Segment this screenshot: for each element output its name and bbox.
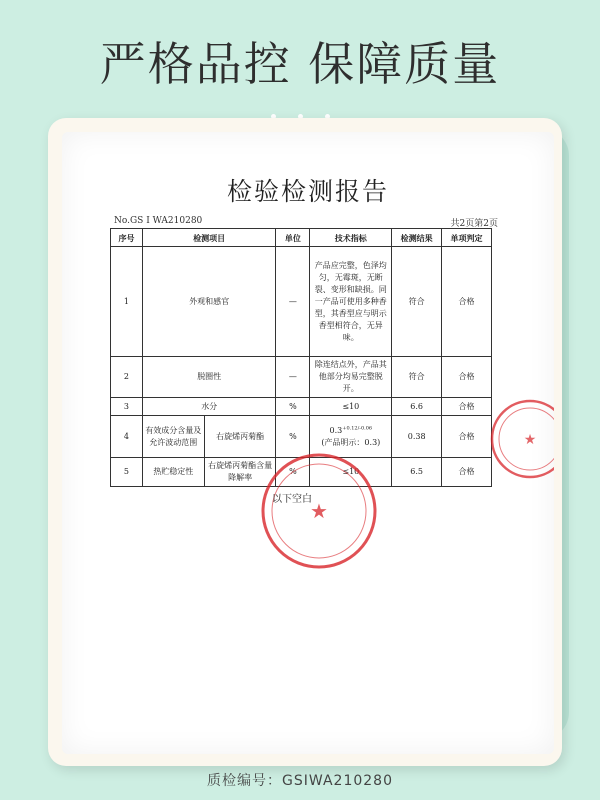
row-requirement: 除连结点外，产品其他部分均易完整脱开。: [310, 357, 392, 398]
table-row: [111, 398, 492, 416]
row-sub-item: 右旋烯丙菊酯含量降解率: [204, 458, 276, 487]
row-item: 脱圈性: [142, 357, 276, 398]
row-verdict: 合格: [442, 458, 492, 487]
row-requirement: ≤10: [310, 398, 392, 416]
row-unit: —: [276, 247, 310, 357]
req-value: 0.3: [329, 425, 343, 435]
row-result: 符合: [392, 357, 442, 398]
report-page-count: 共2页第2页: [450, 219, 498, 229]
row-no: 4: [111, 416, 143, 458]
row-result: 符合: [392, 247, 442, 357]
row-sub-item: 右旋烯丙菊酯: [204, 416, 276, 458]
row-item: 水分: [142, 398, 276, 416]
header-item: 检测项目: [142, 229, 276, 247]
row-result: 0.38: [392, 416, 442, 458]
header-no: 序号: [111, 229, 143, 247]
page-headline: 严格品控 保障质量: [99, 37, 501, 91]
req-tolerance: +0.12/-0.06: [342, 424, 373, 431]
row-verdict: 合格: [442, 357, 492, 398]
report-number: No.GS I WA210280: [114, 216, 203, 226]
row-requirement: 产品应完整，色泽均匀，无霉斑，无断裂、变形和缺损。同一产品可使用多种香型，其香型应与明示香型相符合，无异味。: [310, 247, 392, 357]
row-unit: %: [276, 416, 310, 458]
row-no: 1: [111, 247, 143, 357]
header-result: 检测结果: [392, 229, 442, 247]
row-unit: %: [276, 398, 310, 416]
req-note: (产品明示：0.3): [321, 437, 381, 447]
seal-stamp-main: [258, 450, 380, 572]
row-result: 6.5: [392, 458, 442, 487]
row-no: 5: [111, 458, 143, 487]
req-tol-up: +0.12: [342, 424, 358, 431]
row-unit: %: [276, 458, 310, 487]
row-item: 有效成分含量及允许波动范围: [142, 416, 204, 458]
header-unit: 单位: [276, 229, 310, 247]
req-tol-down: -0.06: [359, 424, 373, 431]
table-row: [111, 357, 492, 398]
table-row: [111, 247, 492, 357]
report-table: [110, 228, 492, 487]
inspection-number: 质检编号：GSIWA210280: [207, 773, 393, 789]
header-verdict: 单项判定: [442, 229, 492, 247]
row-verdict: 合格: [442, 247, 492, 357]
row-no: 2: [111, 357, 143, 398]
report-title: 检验检测报告: [226, 177, 389, 206]
row-item: 热贮稳定性: [142, 458, 204, 487]
svg-text:★: ★: [523, 432, 537, 448]
table-header-row: [111, 229, 492, 247]
row-result: 6.6: [392, 398, 442, 416]
row-no: 3: [111, 398, 143, 416]
header-requirement: 技术指标: [310, 229, 392, 247]
seal-stamp-edge: [482, 394, 554, 484]
row-item: 外观和感官: [142, 247, 276, 357]
svg-text:★: ★: [310, 499, 328, 523]
row-unit: —: [276, 357, 310, 398]
row-requirement: ≤10: [310, 458, 392, 487]
row-verdict: 合格: [442, 416, 492, 458]
row-verdict: 合格: [442, 398, 492, 416]
blank-below-note: 以下空白: [272, 494, 312, 505]
report-paper: [62, 132, 554, 754]
